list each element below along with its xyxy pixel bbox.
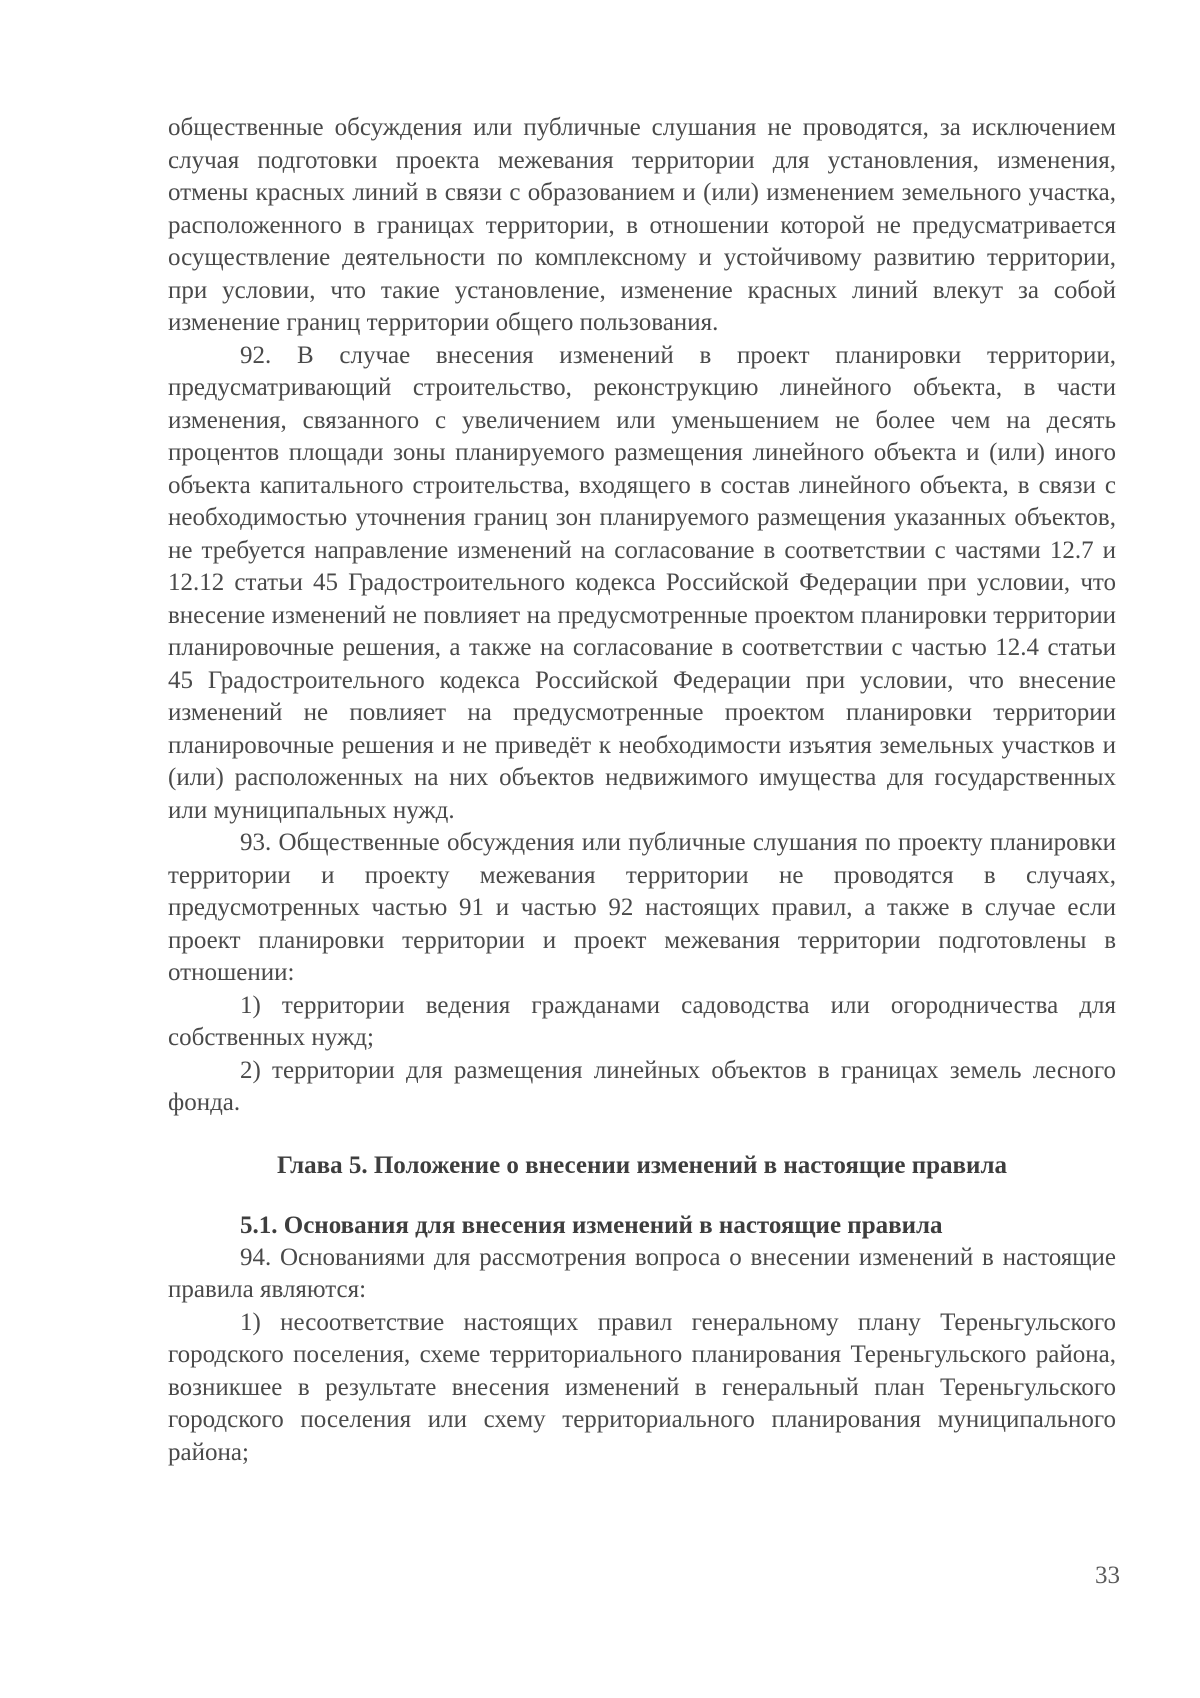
list-item-93-1: 1) территории ведения гражданами садоводства или огородничества для собственных нужд; [168,991,1116,1051]
document-body [168,112,1116,1469]
paragraph-continuation: общественные обсуждения или публичные слушания не проводятся, за исключением случая подготовки проекта межевания территории для установления, изменения, отмены красных линий в связи с образованием и (или) изменением земельного участка, расположенного в границах территории, в отношении которой не предусматривается осуществление деятельности по комплексному и устойчивому развитию территории, при условии, что такие установление, изменение красных линий влекут за собой изменение границ территории общего пользования. [168,114,1116,336]
paragraph-93: 93. Общественные обсуждения или публичные слушания по проекту планировки территории и проекту межевания территории не проводятся в случаях, предусмотренных частью 91 и частью 92 настоящих правил, а также в случае если проект планировки территории и проект межевания территории подготовлены в отношении: [168,829,1116,986]
paragraph-92: 92. В случае внесения изменений в проект планировки территории, предусматривающий строительство, реконструкцию линейного объекта, в части изменения, связанного с увеличением или уменьшением не более чем на десять процентов площади зоны планируемого размещения линейного объекта и (или) иного объекта капитального строительства, входящего в состав линейного объекта, в связи с необходимостью уточнения границ зон планируемого размещения указанных объектов, не требуется направление изменений на согласование в соответствии с частями 12.7 и 12.12 статьи 45 Градостроительного кодекса Российской Федерации при условии, что внесение изменений не повлияет на предусмотренные проектом планировки территории планировочные решения, а также на согласование в соответствии с частью 12.4 статьи 45 Градостроительного кодекса Российской Федерации при условии, что внесение изменений не повлияет на предусмотренные проектом планировки территории планировочные решения и не приведёт к необходимости изъятия земельных участков и (или) расположенных на них объектов недвижимого имущества для государственных или муниципальных нужд. [168,341,1116,824]
section-heading: 5.1. Основания для внесения изменений в настоящие правила [240,1211,943,1239]
page-number: 33 [1095,1562,1120,1589]
list-item-93-2: 2) территории для размещения линейных объектов в границах земель лесного фонда. [168,1056,1116,1116]
list-item-94-1: 1) несоответствие настоящих правил генеральному плану Тереньгульского городского поселения, схеме территориального планирования Тереньгульского района, возникшее в результате внесения изменений в генеральный план Тереньгульского городского поселения или схему территориального планирования муниципального района; [168,1308,1116,1466]
paragraph-94: 94. Основаниями для рассмотрения вопроса о внесении изменений в настоящие правила являются: [168,1243,1116,1303]
chapter-heading: Глава 5. Положение о внесении изменений в настоящие правила [277,1151,1007,1179]
